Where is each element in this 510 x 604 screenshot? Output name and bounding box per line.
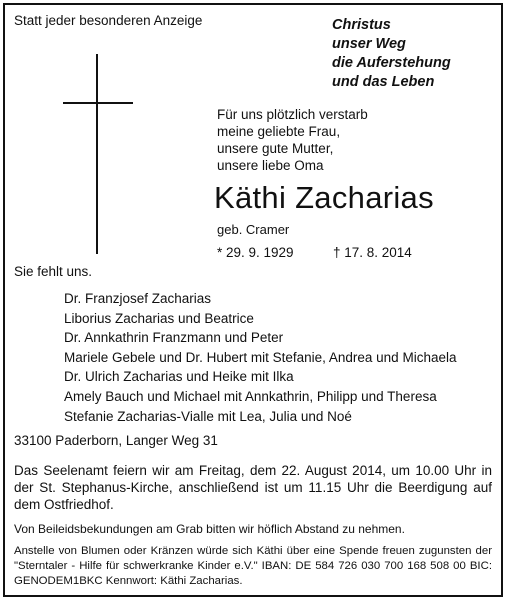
quote-line: unser Weg — [332, 36, 406, 52]
quote-line: Christus — [332, 17, 391, 33]
cross-vertical-bar — [96, 54, 98, 254]
condolence-note: Von Beileidsbekundungen am Grab bitten wir höflich Abstand zu nehmen. — [14, 522, 405, 536]
mourner-line: Amely Bauch und Michael mit Annkathrin, Philipp und Theresa — [64, 388, 437, 404]
missed-line: Sie fehlt uns. — [14, 264, 93, 279]
family-address: 33100 Paderborn, Langer Weg 31 — [14, 433, 218, 448]
mourners-list — [64, 289, 456, 426]
quote-line: und das Leben — [332, 74, 435, 90]
announcement-line: unsere gute Mutter, — [217, 141, 334, 156]
intro-line: Statt jeder besonderen Anzeige — [14, 13, 203, 28]
mourner-line: Dr. Ulrich Zacharias und Heike mit Ilka — [64, 369, 294, 385]
mourner-line: Mariele Gebele und Dr. Hubert mit Stefanie, Andrea und Michaela — [64, 349, 457, 365]
donation-note: Anstelle von Blumen oder Kränzen würde sich Käthi über eine Spende freuen zugunsten der "Sterntaler - Hilfe für schwerkranke Kinder e.V." IBAN: DE 584 726 030 700 168 508 00 BIC: GENODEM1BKC Kennwort: Käthi Zacharias. — [14, 545, 492, 587]
maiden-name: geb. Cramer — [217, 222, 290, 237]
birth-date: * 29. 9. 1929 — [217, 245, 294, 260]
service-details: Das Seelenamt feiern wir am Freitag, dem 22. August 2014, um 10.00 Uhr in der St. Stephanus-Kirche, anschließend ist um 11.15 Uhr die Beerdigung auf dem Ostfriedhof. — [14, 463, 492, 512]
cross-horizontal-bar — [63, 102, 133, 104]
mourner-line: Liborius Zacharias und Beatrice — [64, 310, 254, 326]
quote-line: die Auferstehung — [332, 55, 451, 71]
mourner-line: Stefanie Zacharias-Vialle mit Lea, Julia und Noé — [64, 408, 352, 424]
announcement-line: Für uns plötzlich verstarb — [217, 107, 368, 122]
death-date: † 17. 8. 2014 — [333, 245, 412, 260]
bible-quote — [332, 16, 451, 92]
mourner-line: Dr. Annkathrin Franzmann und Peter — [64, 330, 284, 346]
deceased-name: Käthi Zacharias — [214, 180, 434, 215]
announcement-line: meine geliebte Frau, — [217, 124, 341, 139]
death-announcement — [217, 106, 368, 174]
mourner-line: Dr. Franzjosef Zacharias — [64, 291, 212, 306]
announcement-line: unsere liebe Oma — [217, 158, 324, 173]
